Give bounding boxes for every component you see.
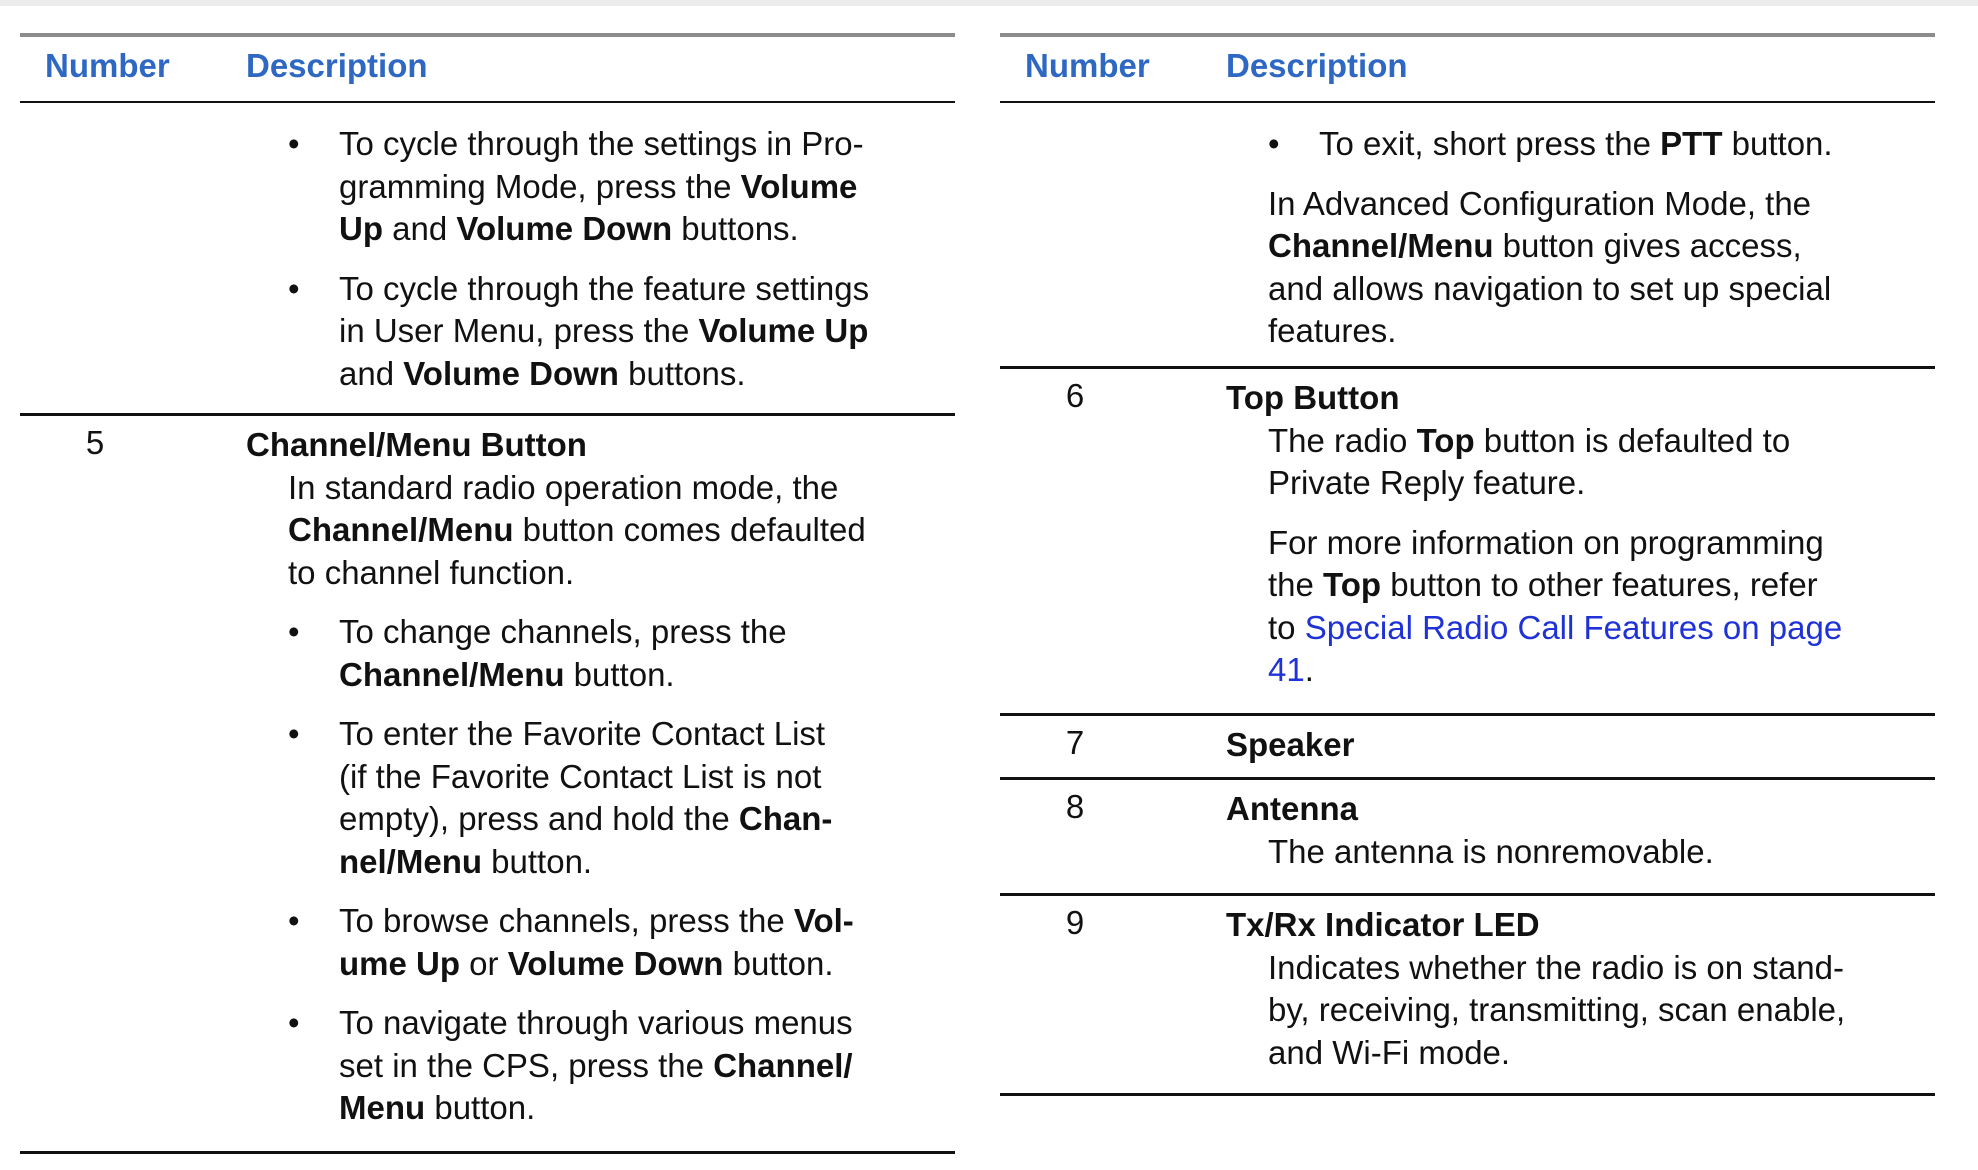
list-item: • To exit, short press the PTT button. — [1268, 125, 1833, 162]
row-intro: In standard radio operation mode, the Channel/Menu button comes defaulted to channel function. — [288, 468, 866, 591]
list-item: • To navigate through various menus set in the CPS, press the Channel/ Menu button. — [288, 1004, 853, 1126]
table-row-continued — [20, 103, 955, 416]
table-row-9 — [1000, 896, 1935, 1096]
row-title: Channel/Menu Button — [246, 426, 587, 463]
left-table — [20, 33, 955, 1154]
left-table-header — [20, 33, 955, 103]
table-row-6 — [1000, 369, 1935, 716]
list-item: • To cycle through the settings in Pro- gramming Mode, press the Volume Up and Volume Down buttons. — [288, 125, 864, 247]
list-item: • To cycle through the feature settings in User Menu, press the Volume Up and Volume Down buttons. — [288, 269, 870, 392]
row-paragraph: The antenna is nonremovable. — [1268, 832, 1714, 870]
row-title: Tx/Rx Indicator LED — [1226, 906, 1540, 943]
row-title: Speaker — [1226, 726, 1355, 763]
table-row-8 — [1000, 780, 1935, 896]
right-table-header — [1000, 33, 1935, 103]
row-number: 9 — [1065, 904, 1085, 941]
special-radio-call-features-link[interactable]: Special Radio Call Features on page 41 — [1268, 608, 1843, 688]
right-table — [1000, 33, 1935, 1096]
row-number: 6 — [1065, 377, 1085, 414]
row-paragraph: The radio Top button is defaulted to Private Reply feature. — [1268, 421, 1791, 501]
number-column-header: Number — [45, 47, 170, 84]
table-row-5 — [20, 416, 955, 1154]
top-band — [0, 0, 1978, 6]
list-item: • To browse channels, press the Vol- ume Up or Volume Down button. — [288, 902, 854, 982]
description-column-header: Description — [1226, 47, 1408, 84]
row-number: 8 — [1065, 788, 1085, 825]
row-number: 5 — [85, 424, 105, 461]
number-column-header: Number — [1025, 47, 1150, 84]
row-paragraph: For more information on programming the Top button to other features, refer to Special Radio Call Features on page 41. — [1268, 523, 1843, 688]
list-item: • To enter the Favorite Contact List (if the Favorite Contact List is not empty), press and hold the Chan- nel/Menu button. — [288, 715, 833, 880]
table-row-7 — [1000, 716, 1935, 780]
row-paragraph: In Advanced Configuration Mode, the Channel/Menu button gives access, and allows navigation to set up special features. — [1268, 184, 1832, 349]
row-number: 7 — [1065, 724, 1085, 761]
description-column-header: Description — [246, 47, 428, 84]
row-title: Top Button — [1226, 379, 1400, 416]
row-title: Antenna — [1226, 790, 1358, 827]
list-item: • To change channels, press the Channel/Menu button. — [288, 613, 787, 693]
table-row-continued — [1000, 103, 1935, 369]
row-paragraph: Indicates whether the radio is on stand- by, receiving, transmitting, scan enable, and Wi-Fi mode. — [1268, 948, 1846, 1071]
